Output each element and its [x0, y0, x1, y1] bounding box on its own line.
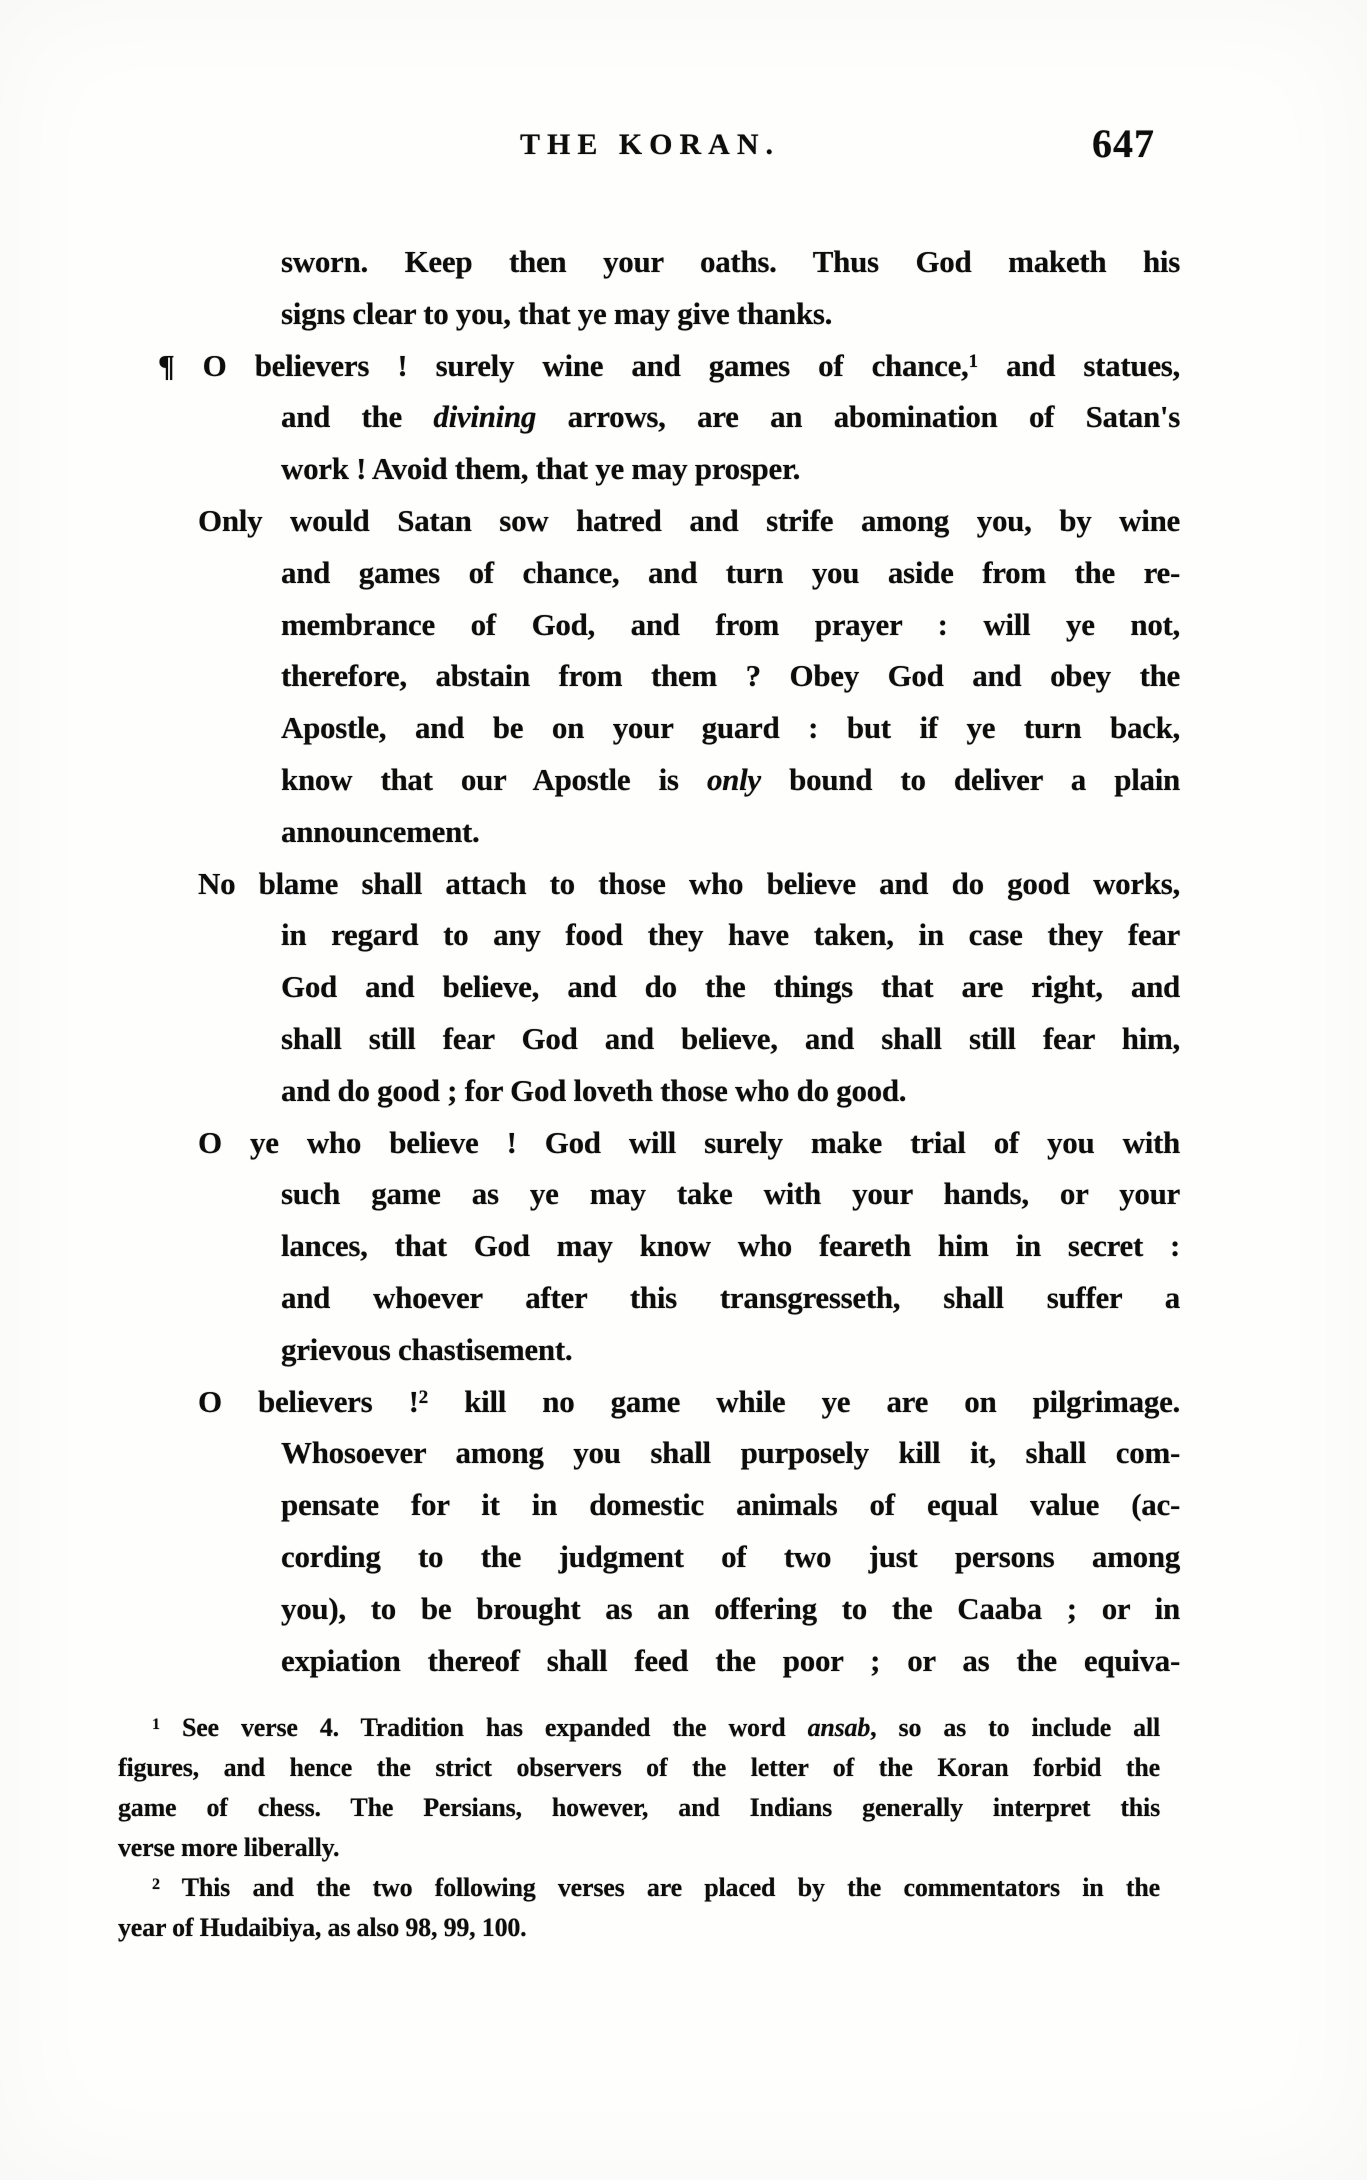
verse-line: announcement.: [281, 813, 480, 849]
verse-line: Only would Satan sow hatred and strife among you, by wine: [198, 502, 1180, 538]
verse-segment: and the: [281, 399, 434, 435]
footnote-number-2: 2: [152, 1875, 160, 1893]
verse-line: [158, 1376, 1180, 1428]
page-number: 647: [1092, 121, 1155, 166]
footnote-line: game of chess. The Persians, however, and Indians generally interpret this: [118, 1793, 1160, 1822]
verse-line: cording to the judgment of two just persons among: [281, 1538, 1180, 1574]
footnote-segment: , so as to include all: [870, 1713, 1160, 1742]
italic-word: divining: [433, 399, 537, 435]
verse-line: you), to be brought as an offering to the Caaba ; or in: [281, 1590, 1180, 1626]
verse-line: [158, 754, 1180, 806]
verse-line: sworn. Keep then your oaths. Thus God maketh his: [281, 244, 1180, 279]
italic-word: only: [706, 761, 761, 797]
verse-line: and do good ; for God loveth those who do good.: [281, 1072, 907, 1108]
running-head-title: THE KORAN.: [519, 128, 781, 161]
verse-line: shall still fear God and believe, and shall still fear him,: [281, 1020, 1180, 1056]
verse-segment: arrows, are an abomination of Satan's: [536, 399, 1181, 435]
italic-word: ansab: [807, 1713, 871, 1742]
verse-line: such game as ye may take with your hands, or your: [281, 1176, 1180, 1212]
verse-text-block: [158, 236, 1180, 1686]
footnote-line: verse more liberally.: [118, 1833, 340, 1862]
footnote-line: figures, and hence the strict observers of the letter of the Koran forbid the: [118, 1753, 1160, 1782]
verse-segment: O believers !: [198, 1383, 419, 1419]
footnote-line: [118, 1868, 1160, 1908]
footnotes-block: [118, 1708, 1160, 1948]
verse-line: therefore, abstain from them ? Obey God and obey the: [281, 658, 1180, 694]
verse-line: membrance of God, and from prayer : will ye not,: [281, 606, 1180, 642]
verse-line: in regard to any food they have taken, in case they fear: [281, 917, 1180, 953]
footnote-segment: This and the two following verses are placed by the commentators in the: [159, 1873, 1160, 1902]
footnote-number-1: 1: [152, 1715, 160, 1733]
verse-line: expiation thereof shall feed the poor ; or as the equiva-: [281, 1642, 1180, 1678]
verse-line: grievous chastisement.: [281, 1331, 573, 1367]
verse-line: [158, 340, 1180, 392]
footnote-line: [118, 1708, 1160, 1748]
verse-line: and whoever after this transgresseth, shall suffer a: [281, 1279, 1180, 1315]
verse-segment: ¶ O believers ! surely wine and games of chance,: [158, 347, 969, 383]
verse-line: God and believe, and do the things that are right, and: [281, 969, 1180, 1005]
verse-line: O ye who believe ! God will surely make trial of you with: [198, 1124, 1180, 1160]
footnote-marker-1: 1: [968, 350, 978, 372]
verse-segment: know that our Apostle is: [281, 761, 707, 797]
verse-line: work ! Avoid them, that ye may prosper.: [281, 451, 801, 487]
verse-line: Apostle, and be on your guard : but if ye turn back,: [281, 710, 1180, 746]
verse-line: lances, that God may know who feareth him in secret :: [281, 1228, 1180, 1264]
footnote-segment: See verse 4. Tradition has expanded the word: [159, 1713, 808, 1742]
verse-line: and games of chance, and turn you aside from the re-: [281, 554, 1180, 590]
verse-segment: and statues,: [977, 347, 1181, 383]
footnote-marker-2: 2: [418, 1386, 428, 1408]
verse-line: [158, 391, 1180, 443]
verse-line: Whosoever among you shall purposely kill it, shall com-: [281, 1435, 1180, 1471]
verse-line: signs clear to you, that ye may give thanks.: [281, 295, 833, 331]
verse-line: pensate for it in domestic animals of equal value (ac-: [281, 1487, 1180, 1523]
verse-segment: bound to deliver a plain: [760, 761, 1180, 797]
verse-line: No blame shall attach to those who believe and do good works,: [198, 865, 1180, 901]
footnote-line: year of Hudaibiya, as also 98, 99, 100.: [118, 1913, 527, 1942]
verse-segment: kill no game while ye are on pilgrimage.: [427, 1383, 1180, 1419]
